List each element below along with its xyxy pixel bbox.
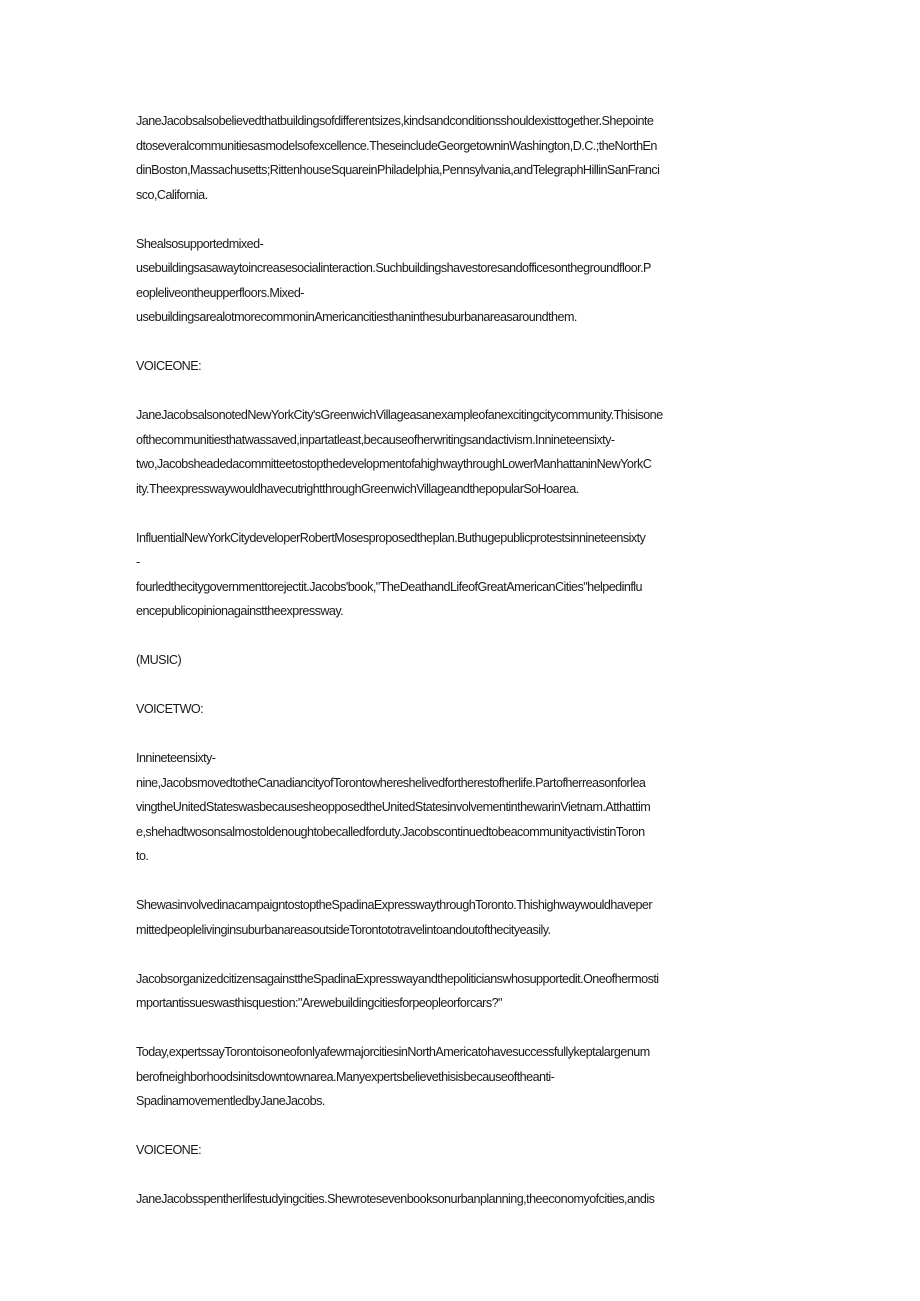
text-line: mittedpeoplelivinginsuburbanareasoutsideTorontototravelintoandoutofthecityeasily. — [136, 922, 551, 937]
paragraph-mixed-use — [136, 232, 786, 330]
text-line: Innineteensixty- — [136, 751, 216, 765]
text-line: nine,JacobsmovedtotheCanadiancityofTorontowhereshelivedfortherestofherlife.Partofherreasonforlea — [136, 775, 646, 790]
paragraph-greenwich-village — [136, 403, 786, 501]
speaker-label-voice-one — [136, 354, 786, 379]
text-line: e,shehadtwosonsalmostoldenoughtobecalledforduty.JacobscontinuedtobeacommunityactivistinToron — [136, 824, 645, 839]
text-line: JaneJacobsspentherlifestudyingcities.Shewrotesevenbooksonurbanplanning,theeconomyofcities,andis — [136, 1192, 655, 1206]
text-line: mportantissueswasthisquestion:"Arewebuildingcitiesforpeopleorforcars?" — [136, 996, 502, 1010]
paragraph-robert-moses — [136, 526, 786, 624]
text-line: ShewasinvolvedinacampaigntostoptheSpadinaExpresswaythroughToronto.Thishighwaywouldhaveper — [136, 898, 653, 912]
text-line: Today,expertssayTorontoisoneofonlyafewmajorcitiesinNorthAmericatohavesuccessfullykeptalargenum — [136, 1045, 650, 1059]
text-line: SpadinamovementledbyJaneJacobs. — [136, 1094, 325, 1108]
paragraph-organized-citizens — [136, 967, 786, 1016]
text-line: two,JacobsheadedacommitteetostopthedevelopmentofahighwaythroughLowerManhattaninNewYorkC — [136, 457, 652, 471]
text-line: vingtheUnitedStateswasbecausesheopposedtheUnitedStatesinvolvementinthewarinVietnam.Atthattim — [136, 800, 651, 814]
text-line: dtoseveralcommunitiesasmodelsofexcellence.TheseincludeGeorgetowninWashington,D.C.;theNorthEn — [136, 138, 657, 153]
speaker-label: VOICEONE: — [136, 1143, 202, 1157]
text-line: InfluentialNewYorkCitydeveloperRobertMosesproposedtheplan.Buthugepublicprotestsinnineteensixty — [136, 530, 646, 545]
paragraph-spadina-campaign — [136, 893, 786, 942]
text-line: to. — [136, 849, 149, 863]
text-line: - — [136, 555, 140, 569]
text-line: dinBoston,Massachusetts;RittenhouseSquareinPhiladelphia,Pennsylvania,andTelegraphHillinSanFranci — [136, 163, 660, 177]
text-line: eopleliveontheupperfloors.Mixed- — [136, 285, 304, 300]
text-line: JaneJacobsalsonotedNewYorkCity'sGreenwichVillageasanexampleofanexcitingcitycommunity.Thisisone — [136, 408, 663, 422]
text-line: JaneJacobsalsobelievedthatbuildingsofdifferentsizes,kindsandconditionsshouldexisttogether.Shepointe — [136, 114, 654, 128]
text-line: ofthecommunitiesthatwassaved,inpartatleast,becauseofherwritingsandactivism.Innineteensixty- — [136, 432, 615, 447]
document-body — [136, 109, 786, 1236]
speaker-label-voice-one — [136, 1138, 786, 1163]
stage-direction: (MUSIC) — [136, 653, 182, 667]
text-line: sco,California. — [136, 187, 208, 202]
paragraph-toronto-move — [136, 746, 786, 869]
speaker-label-voice-two — [136, 697, 786, 722]
paragraph-mixed-sizes — [136, 109, 786, 207]
text-line: usebuildingsasawaytoincreasesocialinteraction.Suchbuildingshavestoresandofficesonthegroundfloor.P — [136, 261, 651, 275]
paragraph-toronto-today — [136, 1040, 786, 1114]
music-cue — [136, 648, 786, 673]
speaker-label: VOICEONE: — [136, 359, 202, 373]
text-line: Shealsosupportedmixed- — [136, 236, 264, 251]
paragraph-studying-cities — [136, 1187, 786, 1212]
text-line: fourledthecitygovernmenttorejectit.Jacobs'book,"TheDeathandLifeofGreatAmericanCities"helpedinflu — [136, 579, 642, 594]
text-line: usebuildingsarealotmorecommoninAmericancitiesthaninthesuburbanareasaroundthem. — [136, 310, 577, 324]
text-line: berofneighborhoodsinitsdowntownarea.Manyexpertsbelievethisisbecauseoftheanti- — [136, 1069, 555, 1084]
text-line: JacobsorganizedcitizensagainsttheSpadinaExpresswayandthepoliticianswhosupportedit.Oneofhermosti — [136, 971, 659, 986]
text-line: encepublicopinionagainsttheexpressway. — [136, 604, 344, 618]
speaker-label: VOICETWO: — [136, 702, 204, 716]
text-line: ity.TheexpresswaywouldhavecutrightthroughGreenwichVillageandthepopularSoHoarea. — [136, 481, 579, 496]
